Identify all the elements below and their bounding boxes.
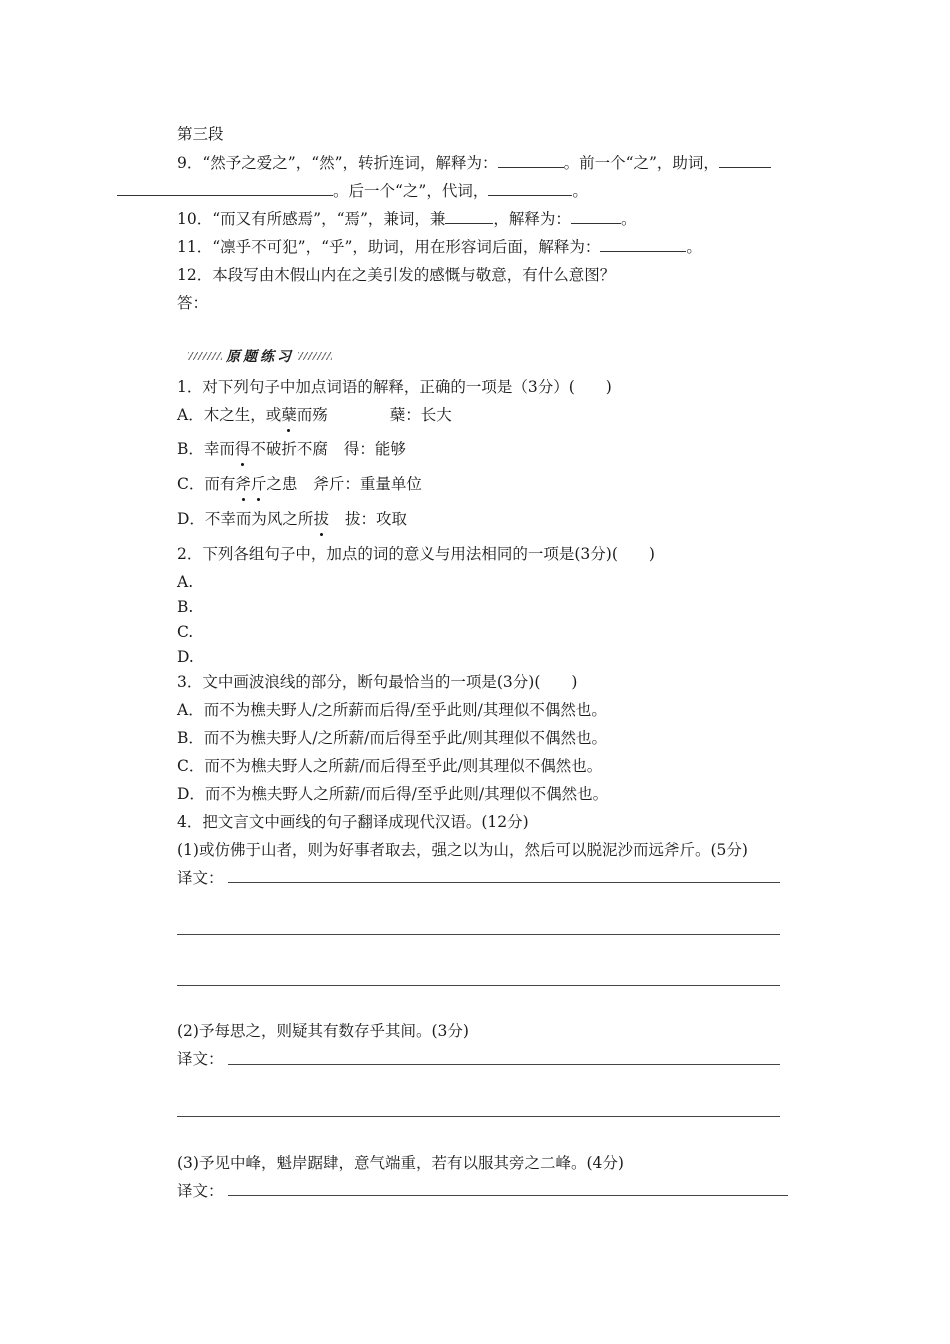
practice-q3-option-a: A．而不为樵夫野人/之所薪而后得/至乎此则/其理似不偶然也。 [177, 701, 607, 719]
practice-q2-option-d: D. [177, 648, 194, 666]
q9-blank-1[interactable] [498, 153, 564, 168]
question-9-continued [117, 181, 588, 201]
question-10-text-a: 10．“而又有所感焉”，“焉”，兼词，兼 [177, 210, 446, 228]
question-11-text-a: 11．“凛乎不可犯”，“乎”，助词，用在形容词后面，解释为： [177, 238, 601, 256]
practice-q1-stem: 1．对下列句子中加点词语的解释，正确的一项是（3分）( ) [177, 378, 612, 396]
question-9-text-b: 。前一个“之”，助词， [563, 154, 719, 172]
practice-q1-option-c [177, 474, 422, 494]
question-10 [177, 209, 636, 229]
answer-line-2b[interactable] [177, 1116, 780, 1117]
q1-b-gloss: 得：能够 [343, 440, 406, 458]
practice-q1-option-a [177, 405, 452, 425]
answer-line-3a[interactable] [228, 1195, 788, 1196]
practice-q1-option-d [177, 509, 407, 529]
practice-q3-option-c: C．而不为樵夫野人之所薪/而后得至乎此/则其理似不偶然也。 [177, 757, 603, 775]
q9-blank-3[interactable] [488, 181, 572, 196]
q1-b-text-end: 不破折不腐 [250, 440, 328, 458]
practice-q2-option-a: A. [177, 573, 194, 591]
practice-banner-title: 原题练习 [226, 349, 294, 365]
answer-line-1c[interactable] [177, 985, 780, 986]
q1-d-dotted-word: 拔 [313, 510, 329, 528]
translation-label-1: 译文： [177, 869, 224, 887]
practice-q3-option-b: B．而不为樵夫野人/之所薪/而后得至乎此/则其理似不偶然也。 [177, 729, 608, 747]
practice-q2-stem: 2．下列各组句子中，加点的词的意义与用法相同的一项是(3分)( ) [177, 545, 655, 563]
section-heading: 第三段 [177, 125, 224, 143]
translation-label-2: 译文： [177, 1050, 224, 1068]
question-12: 12．本段写由木假山内在之美引发的感慨与敬意，有什么意图？ [177, 266, 616, 284]
q1-a-dotted-word: 蘖 [281, 406, 297, 424]
answer-line-1b[interactable] [177, 934, 780, 935]
question-9 [177, 153, 771, 173]
practice-q4-sentence-2: (2)予每思之，则疑其有数存乎其间。(3分) [177, 1022, 469, 1040]
q1-c-dotted-word-1: 斧 [235, 475, 251, 493]
q1-a-gloss: 蘖：长大 [389, 406, 452, 424]
q1-c-dotted-word-2: 斤 [250, 475, 267, 493]
q1-c-text-end: 之患 [266, 475, 298, 493]
q1-d-gloss: 拔：攻取 [344, 510, 407, 528]
q9-blank-2a[interactable] [719, 153, 771, 168]
q1-a-text-end: 而殇 [296, 406, 328, 424]
q10-blank-1[interactable] [445, 209, 493, 224]
q1-c-gloss: 斧斤：重量单位 [313, 475, 422, 493]
banner-hatch-right [298, 352, 332, 360]
practice-q4-stem: 4．把文言文中画线的句子翻译成现代汉语。(12分) [177, 813, 529, 831]
question-9-text-c: 。后一个“之”，代词， [333, 182, 489, 200]
q1-b-text: B．幸而 [177, 440, 235, 458]
banner-hatch-left [188, 352, 222, 360]
practice-q1-option-b [177, 439, 406, 459]
practice-q3-stem: 3．文中画波浪线的部分，断句最恰当的一项是(3分)( ) [177, 673, 578, 691]
practice-banner [188, 346, 332, 366]
q11-blank[interactable] [600, 237, 686, 252]
question-10-text-c: 。 [620, 210, 637, 228]
practice-q2-option-b: B. [177, 598, 194, 616]
practice-q4-sentence-3: (3)予见中峰，魁岸踞肆，意气端重，若有以服其旁之二峰。(4分) [177, 1154, 624, 1172]
answer-label: 答： [177, 294, 209, 312]
q1-c-text: C．而有 [177, 475, 236, 493]
answer-line-2a[interactable] [228, 1064, 780, 1065]
question-11-text-b: 。 [686, 238, 702, 256]
practice-q4-sentence-1: (1)或仿佛于山者，则为好事者取去，强之以为山，然后可以脱泥沙而远斧斤。(5分) [177, 841, 748, 859]
translation-label-3: 译文： [177, 1182, 224, 1200]
question-10-text-b: ，解释为： [493, 210, 571, 228]
question-9-text-a: 9．“然予之爱之”，“然”，转折连词，解释为： [177, 154, 498, 172]
q1-b-dotted-word: 得 [234, 440, 251, 458]
q1-d-text: D．不幸而为风之所 [177, 510, 314, 528]
q10-blank-2[interactable] [571, 209, 621, 224]
question-11 [177, 237, 702, 257]
question-9-text-d: 。 [572, 182, 588, 200]
q1-a-text: A．木之生，或 [177, 406, 282, 424]
q9-blank-2b[interactable] [117, 181, 333, 196]
practice-q3-option-d: D．而不为樵夫野人之所薪/而后得/至乎此则/其理似不偶然也。 [177, 785, 609, 803]
practice-q2-option-c: C. [177, 623, 194, 641]
answer-line-1a[interactable] [228, 882, 780, 883]
